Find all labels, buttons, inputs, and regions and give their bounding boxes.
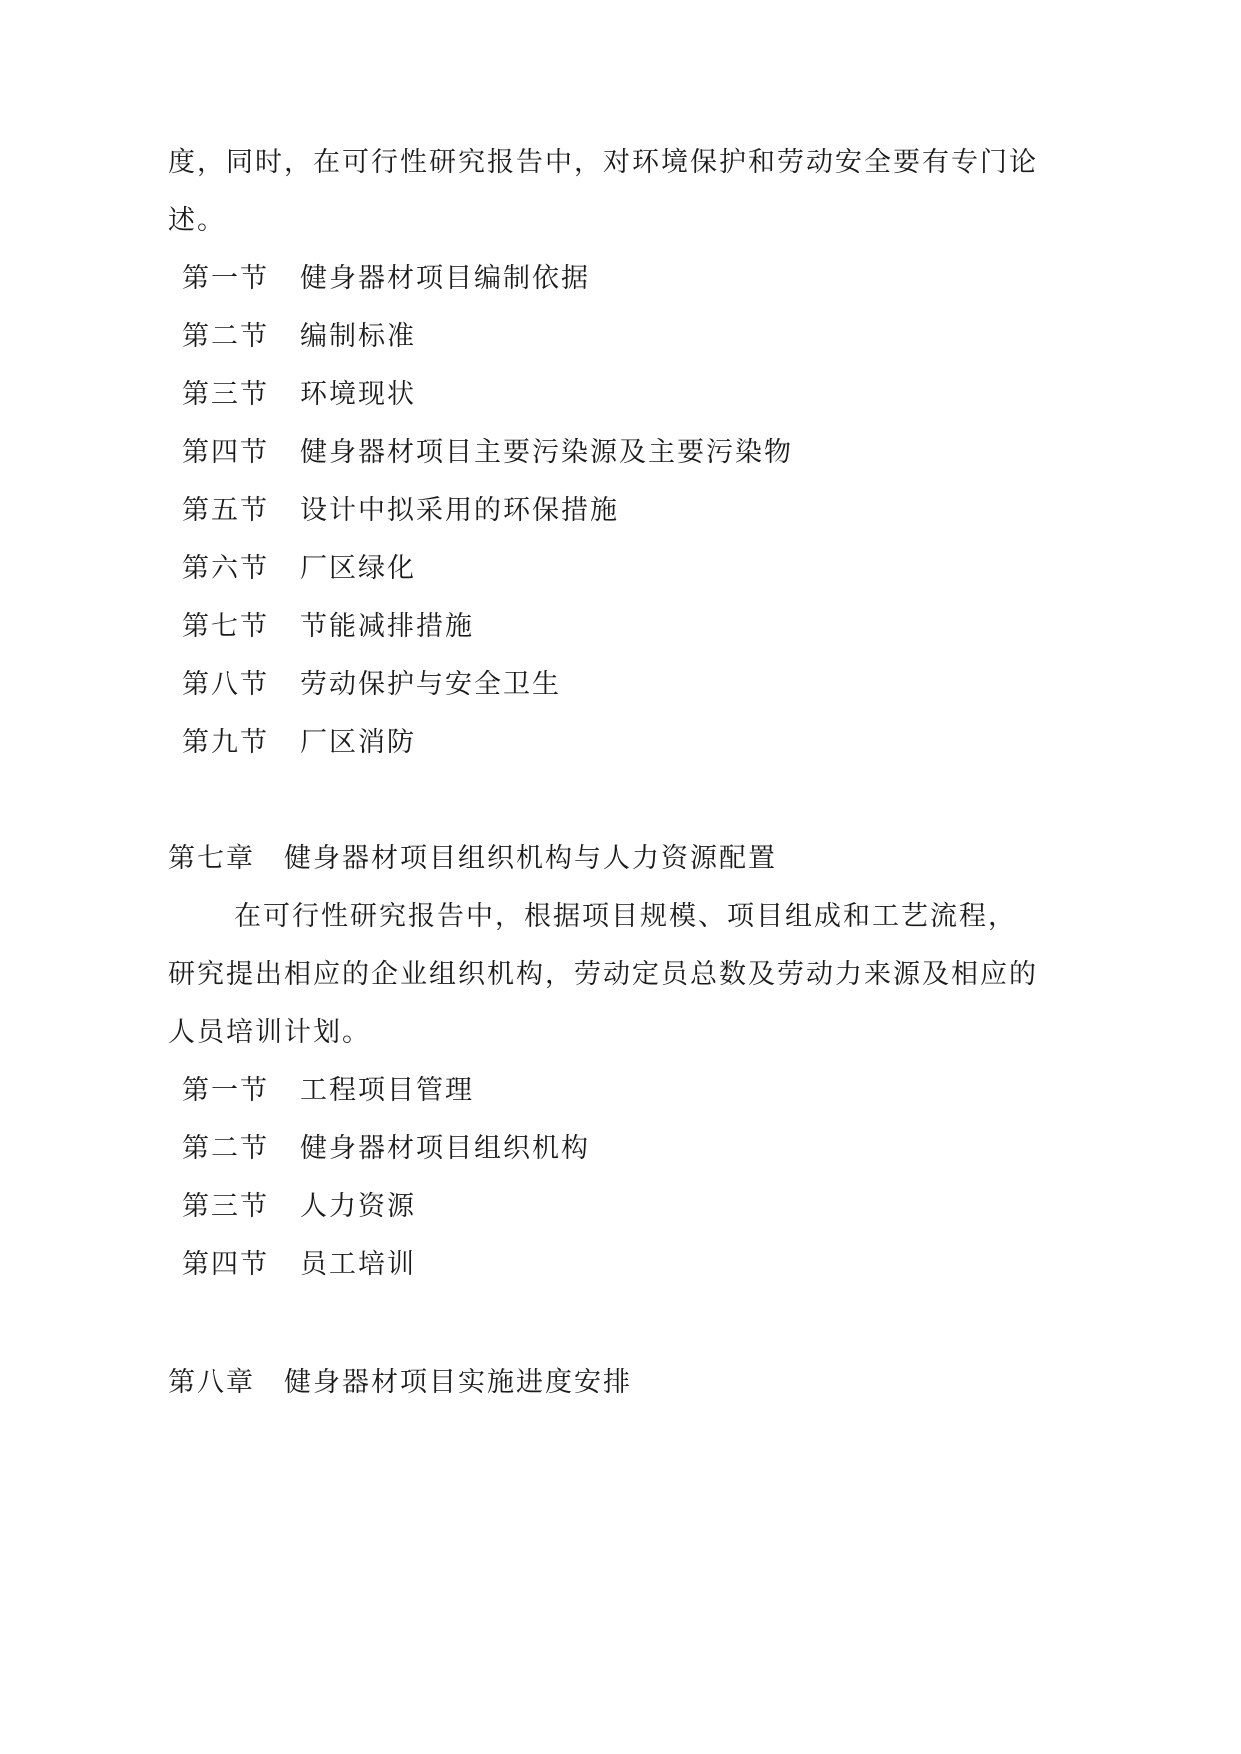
section-heading	[182, 436, 793, 470]
section-title: 人力资源	[300, 1191, 416, 1222]
section-heading	[182, 1074, 474, 1108]
section-heading	[182, 262, 590, 296]
intro-text-line: 述。	[168, 205, 226, 236]
chapter-title: 健身器材项目实施进度安排	[284, 1367, 632, 1398]
chapter-heading	[168, 1366, 632, 1400]
intro-text-line: 度，同时，在可行性研究报告中，对环境保护和劳动安全要有专门论	[168, 147, 1038, 178]
chapter-number: 第七章	[168, 843, 255, 874]
section-heading	[182, 610, 474, 644]
section-heading	[182, 378, 416, 412]
section-number: 第四节	[182, 1249, 269, 1280]
paragraph-line: 人员培训计划。	[168, 1017, 371, 1048]
section-title: 设计中拟采用的环保措施	[300, 495, 619, 526]
section-title: 健身器材项目组织机构	[300, 1133, 590, 1164]
paragraph-line: 研究提出相应的企业组织机构，劳动定员总数及劳动力来源及相应的	[168, 959, 1038, 990]
section-heading	[182, 726, 416, 760]
section-title: 健身器材项目编制依据	[300, 263, 590, 294]
section-title: 厂区绿化	[300, 553, 416, 584]
section-title: 环境现状	[300, 379, 416, 410]
section-heading	[182, 668, 561, 702]
section-number: 第一节	[182, 1075, 269, 1106]
section-heading	[182, 320, 416, 354]
section-title: 员工培训	[300, 1249, 416, 1280]
paragraph-line: 在可行性研究报告中，根据项目规模、项目组成和工艺流程，	[234, 901, 1017, 932]
section-number: 第四节	[182, 437, 269, 468]
section-number: 第二节	[182, 1133, 269, 1164]
section-number: 第六节	[182, 553, 269, 584]
section-heading	[182, 494, 619, 528]
section-heading	[182, 552, 416, 586]
section-number: 第一节	[182, 263, 269, 294]
section-title: 劳动保护与安全卫生	[300, 669, 561, 700]
section-heading	[182, 1132, 590, 1166]
section-heading	[182, 1190, 416, 1224]
section-title: 编制标准	[300, 321, 416, 352]
chapter-number: 第八章	[168, 1367, 255, 1398]
section-title: 健身器材项目主要污染源及主要污染物	[300, 437, 793, 468]
section-title: 厂区消防	[300, 727, 416, 758]
section-number: 第三节	[182, 379, 269, 410]
section-number: 第二节	[182, 321, 269, 352]
section-number: 第三节	[182, 1191, 269, 1222]
section-heading	[182, 1248, 416, 1282]
chapter-title: 健身器材项目组织机构与人力资源配置	[284, 843, 777, 874]
section-title: 节能减排措施	[300, 611, 474, 642]
section-number: 第七节	[182, 611, 269, 642]
section-number: 第八节	[182, 669, 269, 700]
section-title: 工程项目管理	[300, 1075, 474, 1106]
section-number: 第九节	[182, 727, 269, 758]
section-number: 第五节	[182, 495, 269, 526]
chapter-heading	[168, 842, 777, 876]
